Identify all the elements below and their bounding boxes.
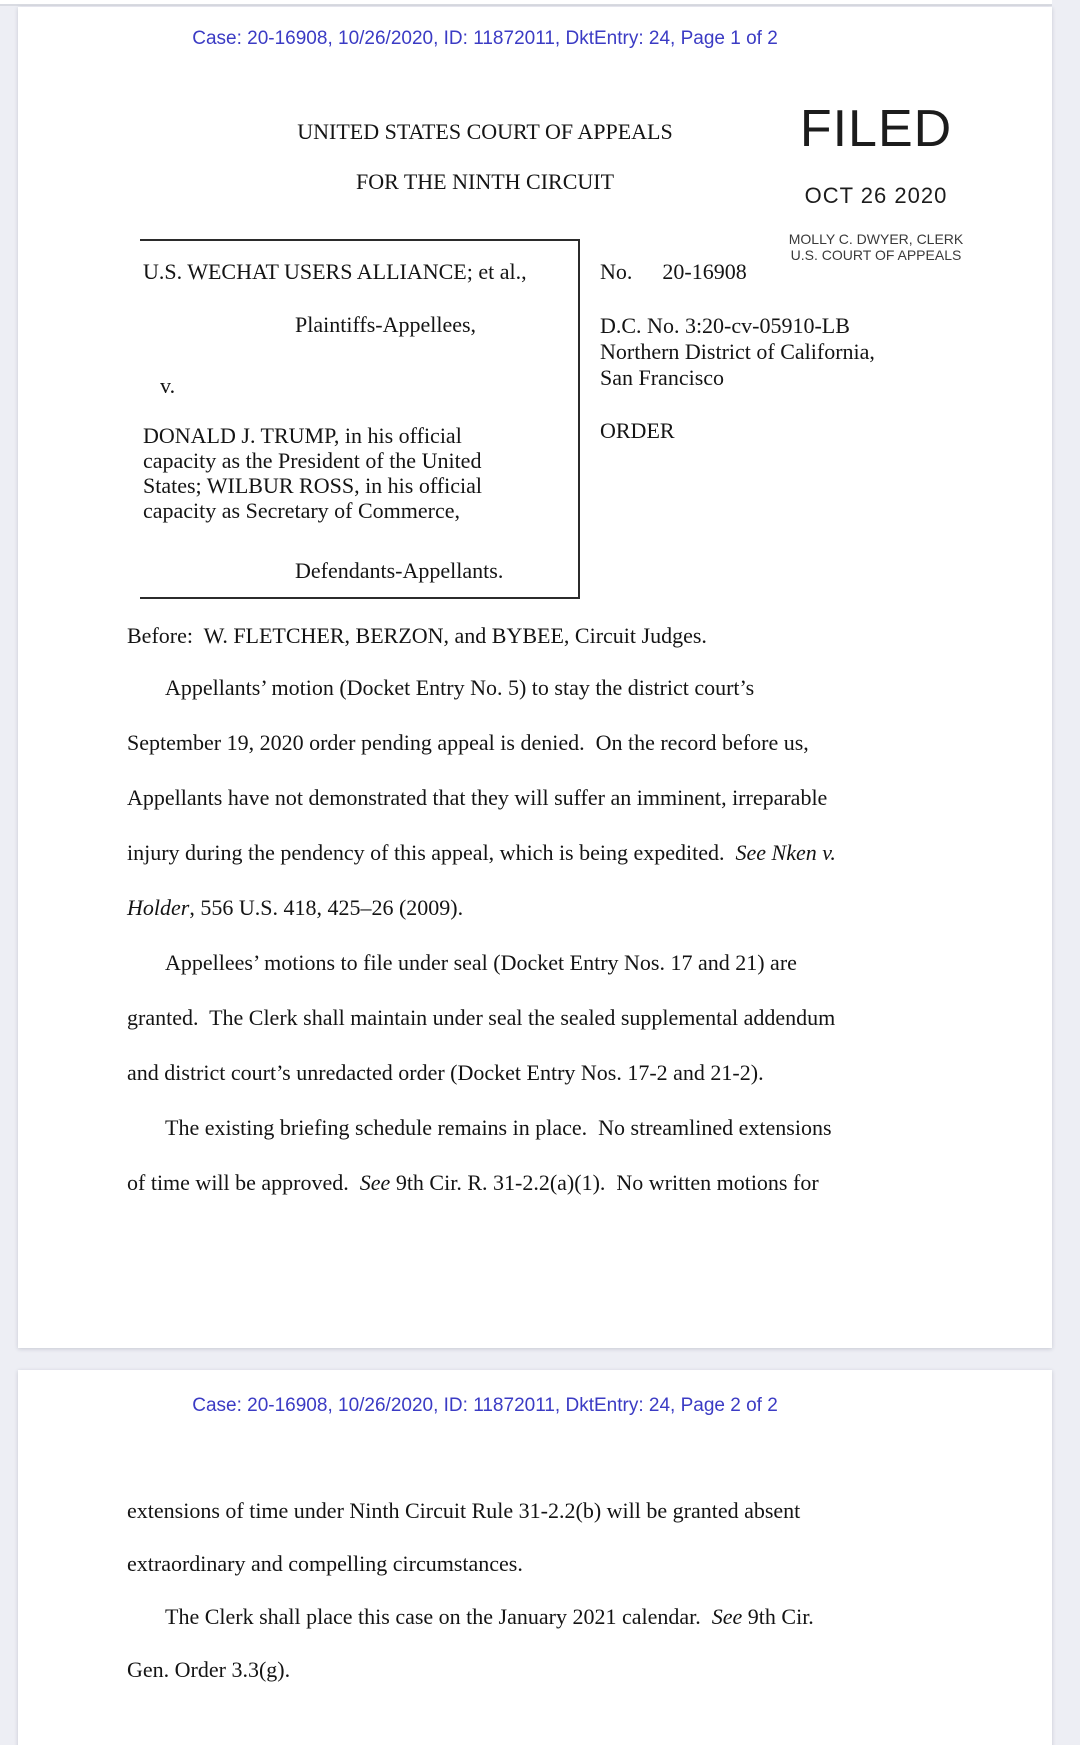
body-line xyxy=(127,1604,1007,1657)
body-text: Gen. Order 3.3(g). xyxy=(127,1657,291,1682)
body-text: of time will be approved. xyxy=(127,1170,360,1195)
body-line xyxy=(127,730,1007,785)
appeal-case-number xyxy=(600,259,747,285)
body-line xyxy=(127,785,1007,840)
body-text: Appellees’ motions to file under seal (Docket Entry Nos. 17 and 21) are xyxy=(165,950,797,975)
court-name: UNITED STATES COURT OF APPEALS xyxy=(297,119,673,144)
docket-stamp-header-page1: Case: 20-16908, 10/26/2020, ID: 11872011, DktEntry: 24, Page 1 of 2 xyxy=(192,28,778,49)
body-text: extraordinary and compelling circumstances. xyxy=(127,1551,523,1576)
versus-label: v. xyxy=(160,373,176,398)
italic-citation-text: Holder xyxy=(127,895,190,920)
body-line xyxy=(127,895,1007,950)
body-line xyxy=(127,1657,1007,1710)
body-text: and district court’s unredacted order (Docket Entry Nos. 17-2 and 21-2). xyxy=(127,1060,764,1085)
italic-citation-text: See Nken v. xyxy=(735,840,836,865)
order-body-page1 xyxy=(127,675,1007,1225)
defendant-role: Defendants-Appellants. xyxy=(295,558,504,583)
district-court-info xyxy=(600,313,875,391)
body-line xyxy=(127,1115,1007,1170)
body-text: September 19, 2020 order pending appeal is denied. On the record before us, xyxy=(127,730,809,755)
body-line xyxy=(127,950,1007,1005)
pdf-page-1 xyxy=(18,7,1052,1348)
case-number-label: No. xyxy=(600,259,633,284)
plaintiff-name: U.S. WECHAT USERS ALLIANCE; et al., xyxy=(143,259,527,284)
panel-judges-line: Before: W. FLETCHER, BERZON, and BYBEE, Circuit Judges. xyxy=(127,623,707,648)
body-line xyxy=(127,1005,1007,1060)
caption-line: San Francisco xyxy=(600,365,725,390)
order-label: ORDER xyxy=(600,418,675,443)
clerk-name: MOLLY C. DWYER, CLERK xyxy=(788,231,964,247)
body-line xyxy=(127,1498,1007,1551)
body-text: The existing briefing schedule remains in place. No streamlined extensions xyxy=(165,1115,832,1140)
caption-line: capacity as Secretary of Commerce, xyxy=(143,498,461,523)
filed-label: FILED xyxy=(799,100,953,158)
body-text: , 556 U.S. 418, 425–26 (2009). xyxy=(189,895,464,920)
body-line xyxy=(127,675,1007,730)
filed-stamp xyxy=(740,100,1012,263)
caption-line: Northern District of California, xyxy=(600,339,875,364)
body-text: 9th Cir. xyxy=(742,1604,814,1629)
body-text: 9th Cir. R. 31-2.2(a)(1). No written motions for xyxy=(390,1170,819,1195)
body-line xyxy=(127,1170,1007,1225)
body-text: Appellants’ motion (Docket Entry No. 5) to stay the district court’s xyxy=(165,675,755,700)
body-text: extensions of time under Ninth Circuit Rule 31-2.2(b) will be granted absent xyxy=(127,1498,801,1523)
body-text: Appellants have not demonstrated that they will suffer an imminent, irreparable xyxy=(127,785,828,810)
italic-citation-text: See xyxy=(711,1604,743,1629)
clerk-office: U.S. COURT OF APPEALS xyxy=(790,247,962,263)
pdf-page-2 xyxy=(18,1370,1052,1745)
body-text: The Clerk shall place this case on the January 2021 calendar. xyxy=(165,1604,712,1629)
caption-line: capacity as the President of the United xyxy=(143,448,482,473)
body-text: granted. The Clerk shall maintain under seal the sealed supplemental addendum xyxy=(127,1005,836,1030)
filed-date: OCT 26 2020 xyxy=(804,183,948,208)
docket-stamp-header-page2: Case: 20-16908, 10/26/2020, ID: 11872011, DktEntry: 24, Page 2 of 2 xyxy=(192,1395,778,1416)
plaintiff-role: Plaintiffs-Appellees, xyxy=(295,312,477,337)
order-body-page2 xyxy=(127,1498,1007,1710)
body-line xyxy=(127,1060,1007,1115)
defendant-name xyxy=(143,423,573,523)
case-caption-box xyxy=(140,239,580,599)
previous-page-edge xyxy=(0,0,1052,6)
body-text: injury during the pendency of this appeal, which is being expedited. xyxy=(127,840,736,865)
caption-line: States; WILBUR ROSS, in his official xyxy=(143,473,482,498)
body-line xyxy=(127,840,1007,895)
caption-line: DONALD J. TRUMP, in his official xyxy=(143,423,462,448)
caption-line: D.C. No. 3:20-cv-05910-LB xyxy=(600,313,850,338)
case-number-value: 20-16908 xyxy=(662,259,747,284)
body-line xyxy=(127,1551,1007,1604)
court-circuit: FOR THE NINTH CIRCUIT xyxy=(355,169,615,194)
italic-citation-text: See xyxy=(359,1170,391,1195)
